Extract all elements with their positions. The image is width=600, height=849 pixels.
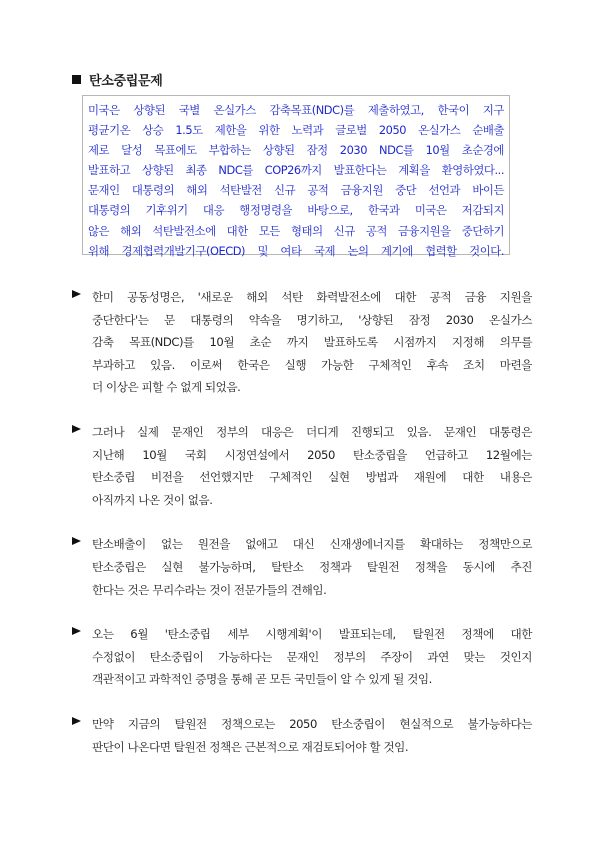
bullet-text-line: 수정없이 탄소중립이 가능하다는 문재인 정부의 주장이 과연 맞는 것인지 — [92, 649, 532, 664]
bullet-text-line: 한미 공동성명은, '새로운 해외 석탄 화력발전소에 대한 공적 금융 지원을 — [92, 290, 532, 304]
quoted-statement-box — [82, 95, 510, 258]
bullet-text-line: 판단이 나온다면 탈원전 정책은 근본적으로 재검토되어야 할 것임. — [92, 739, 409, 754]
square-bullet-icon — [72, 75, 81, 84]
bullet-text-line: 더 이상은 피할 수 없게 되었음. — [92, 380, 241, 395]
bullet-text-line: 탄소배출이 없는 원전을 없애고 대신 신재생에너지를 확대하는 정책만으로 — [92, 537, 532, 552]
bullet-item — [72, 286, 532, 399]
section-heading — [72, 70, 163, 89]
quote-line: 위해 경제협력개발기구(OECD) 및 여타 국제 논의 계기에 협력할 것이다. — [88, 243, 504, 258]
bullet-text-line: 지난해 10월 국회 시정연설에서 2050 탄소중립을 언급하고 12월에는 — [92, 447, 532, 462]
quote-line: 제로 달성 목표에도 부합하는 상향된 잠정 2030 NDC를 10월 초순경에 — [88, 143, 504, 158]
bullet-item — [72, 533, 532, 601]
bullet-item — [72, 623, 532, 691]
bullet-text-line: 오는 6월 '탄소중립 세부 시행계획'이 발표되는데, 탈원전 정책에 대한 — [92, 627, 532, 642]
section-title: 탄소중립문제 — [89, 74, 163, 89]
triangle-bullet-icon — [72, 627, 81, 635]
bullet-list — [72, 286, 532, 780]
bullet-text-line: 객관적이고 과학적인 증명을 통해 곧 모든 국민들이 알 수 있게 될 것임. — [92, 672, 432, 687]
quote-line: 대통령의 기후위기 대응 행정명령을 바탕으로, 한국과 미국은 저감되지 — [88, 203, 504, 218]
bullet-text-line: 아직까지 나온 것이 없음. — [92, 492, 213, 507]
bullet-text-line: 한다는 것은 무리수라는 것이 전문가들의 견해임. — [92, 582, 327, 597]
bullet-item — [72, 421, 532, 511]
bullet-text-line: 탄소중립은 실현 불가능하며, 탈탄소 정책과 탈원전 정책을 동시에 추진 — [92, 559, 532, 574]
bullet-item — [72, 713, 532, 758]
quote-line: 미국은 상향된 국별 온실가스 감축목표(NDC)를 제출하였고, 한국이 지구 — [88, 103, 504, 117]
bullet-text-line: 부과하고 있음. 이로써 한국은 실행 가능한 구체적인 후속 조치 마련을 — [92, 357, 532, 372]
quote-line: 발표하고 상향된 최종 NDC를 COP26까지 발표한다는 계획을 환영하였다... — [88, 163, 504, 178]
triangle-bullet-icon — [72, 425, 81, 433]
bullet-text-line: 감축 목표(NDC)를 10월 초순 까지 발표하도록 시점까지 지정해 의무를 — [92, 335, 532, 350]
quote-line: 평균기온 상승 1.5도 제한을 위한 노력과 글로벌 2050 온실가스 순배출 — [88, 123, 504, 138]
bullet-text-line: 탄소중립 비전을 선언했지만 구체적인 실현 방법과 재원에 대한 내용은 — [92, 470, 532, 485]
bullet-text-line: 중단한다'는 문 대통령의 약속을 명기하고, '상향된 잠정 2030 온실가스 — [92, 312, 532, 327]
triangle-bullet-icon — [72, 290, 81, 298]
bullet-text-line: 만약 지금의 탈원전 정책으로는 2050 탄소중립이 현실적으로 불가능하다는 — [92, 716, 532, 731]
triangle-bullet-icon — [72, 537, 81, 545]
bullet-text-line: 그러나 실제 문재인 정부의 대응은 더디게 진행되고 있음. 문재인 대통령은 — [92, 424, 532, 439]
triangle-bullet-icon — [72, 717, 81, 725]
quote-line: 않은 해외 석탄발전소에 대한 모든 형태의 신규 공적 금융지원을 중단하기 — [88, 223, 504, 238]
quote-line: 문재인 대통령의 해외 석탄발전 신규 공적 금융지원 중단 선언과 바이든 — [88, 183, 504, 198]
